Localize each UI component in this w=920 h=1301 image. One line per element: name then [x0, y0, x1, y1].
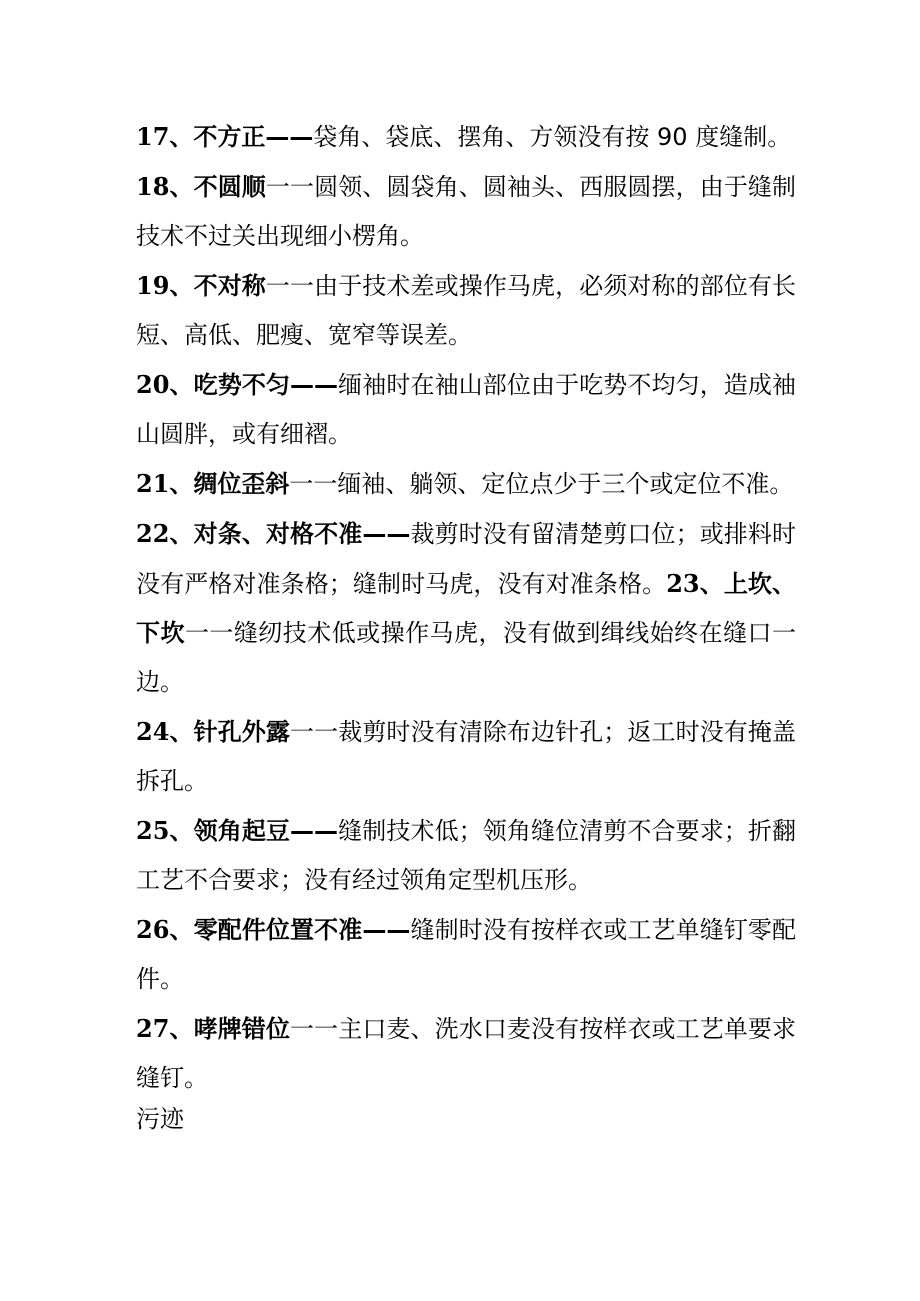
item-separator: 、 [169, 1015, 194, 1043]
item-term: 不圆顺 [193, 173, 266, 201]
item-17 [136, 112, 796, 162]
item-separator: 、 [169, 371, 194, 399]
item-21 [136, 459, 796, 509]
item-separator: 、 [169, 123, 194, 151]
item-term: 对条、对格不准—— [193, 520, 411, 548]
item-description: 缝制时没有按样衣或工艺单缝钉零配件。 [136, 916, 797, 993]
document-body [136, 112, 796, 1139]
item-number: 20 [136, 370, 170, 399]
item-27 [136, 1004, 796, 1103]
item-term: 领角起豆—— [193, 817, 339, 845]
item-term: 零配件位置不准—— [193, 916, 411, 944]
item-description: 一一主口麦、洗水口麦没有按样衣或工艺单要求缝钉。 [136, 1015, 797, 1092]
item-number: 26 [136, 915, 170, 944]
item-number: 21 [136, 469, 170, 498]
item-separator: 、 [169, 272, 194, 300]
trailing-heading: 污迹 [136, 1105, 184, 1133]
item-description: 一一裁剪时没有清除布边针孔；返工时没有掩盖拆孔。 [136, 718, 797, 795]
item-number: 22 [136, 519, 170, 548]
item-number: 18 [136, 172, 170, 201]
item-number: 24 [136, 717, 170, 746]
item-separator: 、 [169, 173, 194, 201]
item-number: 27 [136, 1014, 170, 1043]
item-number: 23 [666, 569, 700, 598]
item-26 [136, 905, 796, 1004]
item-term: 哮牌错位 [193, 1015, 291, 1043]
item-separator: 、 [699, 570, 724, 598]
item-18 [136, 162, 796, 261]
item-20 [136, 360, 796, 459]
item-number: 17 [136, 122, 170, 151]
item-24 [136, 707, 796, 806]
item-number: 25 [136, 816, 170, 845]
item-term: 不对称 [193, 272, 266, 300]
item-description: 一一缝纫技术低或操作马虎，没有做到缉线始终在缝口一边。 [136, 619, 797, 696]
item-19 [136, 261, 796, 360]
item-description: 一一圆领、圆袋角、圆袖头、西服圆摆，由于缝制技术不过关出现细小楞角。 [136, 173, 797, 250]
item-description: 袋角、袋底、摆角、方领没有按 90 度缝制。 [313, 123, 792, 151]
item-separator: 、 [169, 520, 194, 548]
item-term: 不方正—— [193, 123, 314, 151]
item-separator: 、 [169, 470, 194, 498]
item-separator: 、 [169, 916, 194, 944]
item-25 [136, 806, 796, 905]
item-separator: 、 [169, 817, 194, 845]
item-term: 上坎、下坎 [136, 570, 797, 647]
item-term: 绸位歪斜 [193, 470, 290, 498]
item-separator: 、 [169, 718, 194, 746]
item-description: 裁剪时没有留清楚剪口位；或排料时没有严格对准条格；缝制时马虎，没有对准条格。 [136, 520, 797, 598]
item-term: 针孔外露 [193, 718, 291, 746]
item-term: 吃势不匀—— [193, 371, 339, 399]
item-22-23 [136, 509, 796, 707]
item-description: 缅袖时在袖山部位由于吃势不均匀，造成袖山圆胖，或有细褶。 [136, 371, 797, 448]
item-description: 一一由于技术差或操作马虎，必须对称的部位有长短、高低、肥瘦、宽窄等误差。 [136, 272, 797, 349]
item-number: 19 [136, 271, 170, 300]
item-description: 一一缅袖、躺领、定位点少于三个或定位不准。 [289, 470, 794, 498]
item-description: 缝制技术低；领角缝位清剪不合要求；折翻工艺不合要求；没有经过领角定型机压形。 [136, 817, 797, 894]
